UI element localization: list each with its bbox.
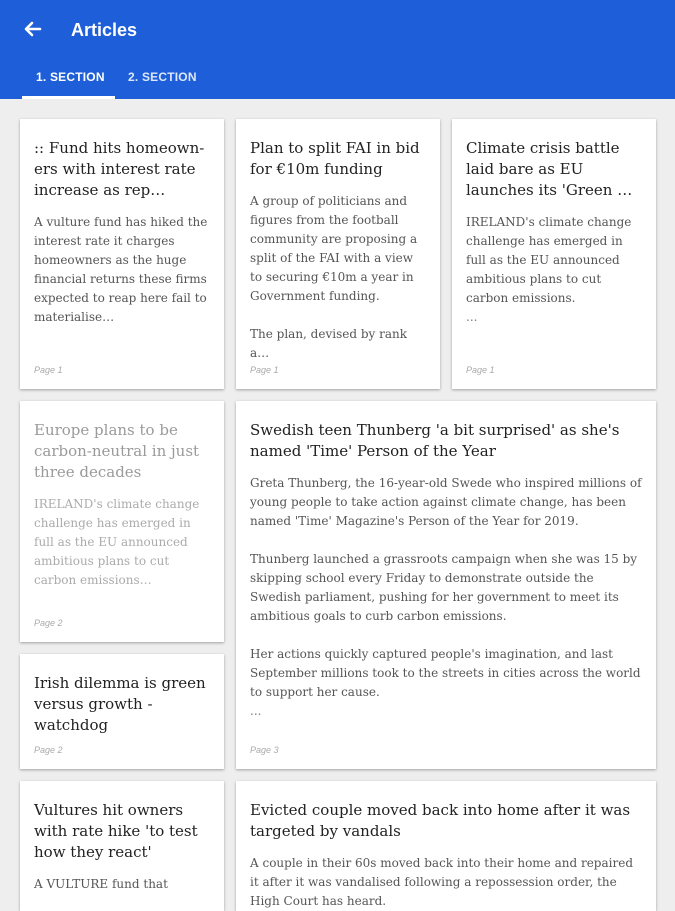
page-label: Page 2 — [34, 618, 63, 628]
page-title: Articles — [71, 20, 138, 40]
arrow-back-icon[interactable] — [18, 14, 48, 44]
article-excerpt: A VULTURE fund that — [34, 877, 168, 891]
article-title: Vultures hit owners with rate hike 'to test how they react' — [34, 801, 198, 861]
page-label: Page 2 — [34, 745, 63, 755]
article-card[interactable] — [236, 401, 656, 769]
article-excerpt: A group of politicians and figures from the football community are proposing a split of the FAI with a view to securing €10m a year in Government funding. The plan, devised by rank a… — [250, 194, 418, 360]
page-label: Page 1 — [34, 365, 63, 375]
article-card[interactable] — [452, 119, 656, 389]
article-card[interactable] — [236, 119, 440, 389]
article-excerpt: IRELAND's climate change challenge has emerged in full as the EU announced ambitious plans to cut carbon emissions. — [466, 215, 632, 305]
article-card[interactable] — [20, 401, 224, 642]
tab-section-1[interactable]: 1. SECTION — [36, 70, 105, 84]
more-indicator: ... — [250, 704, 262, 718]
article-title: Irish dilemma is green versus growth - watchdog — [34, 674, 206, 734]
article-title: :: Fund hits homeown-ers with interest rate increase as rep… — [34, 139, 205, 199]
page-label: Page 1 — [250, 365, 279, 375]
article-title: Climate crisis battle laid bare as EU launches its 'Green … — [466, 139, 633, 199]
article-excerpt: A couple in their 60s moved back into their home and repaired it after it was vandalised following a repossession order, the High Court has heard. — [250, 856, 634, 908]
article-card[interactable] — [236, 781, 656, 911]
article-card[interactable] — [20, 654, 224, 769]
page-label: Page 1 — [466, 365, 495, 375]
article-title: Swedish teen Thunberg 'a bit surprised' as she's named 'Time' Person of the Year — [250, 421, 620, 460]
article-excerpt: IRELAND's climate change challenge has emerged in full as the EU announced ambitious plans to cut carbon emissions… — [34, 497, 200, 587]
more-indicator: ... — [466, 310, 478, 324]
tab-indicator — [22, 96, 115, 99]
page-label: Page 3 — [250, 745, 279, 755]
article-excerpt: A vulture fund has hiked the interest rate it charges homeowners as the huge financial returns these firms expected to reap here fail to materialise… — [34, 215, 208, 324]
article-title: Europe plans to be carbon-neutral in just three decades — [34, 421, 200, 481]
article-title: Plan to split FAI in bid for €10m funding — [250, 139, 420, 178]
article-title: Evicted couple moved back into home after it was targeted by vandals — [250, 801, 631, 840]
tab-section-2[interactable]: 2. SECTION — [128, 70, 197, 84]
article-excerpt: Greta Thunberg, the 16-year-old Swede who inspired millions of young people to take action against climate change, has been named 'Time' Magazine's Person of the Year for 2019. Thunberg launched a grassroots campaign when she was 15 by skipping school every Friday to demonstrate outside the Swedish parliament, pushing for her government to meet its ambitious goals to curb carbon emissions. Her actions quickly captured people's imagination, and last September millions took to the streets in cities across the world to support her cause. — [250, 476, 642, 699]
article-card[interactable] — [20, 781, 224, 911]
app-bar — [0, 0, 675, 99]
article-card[interactable] — [20, 119, 224, 389]
